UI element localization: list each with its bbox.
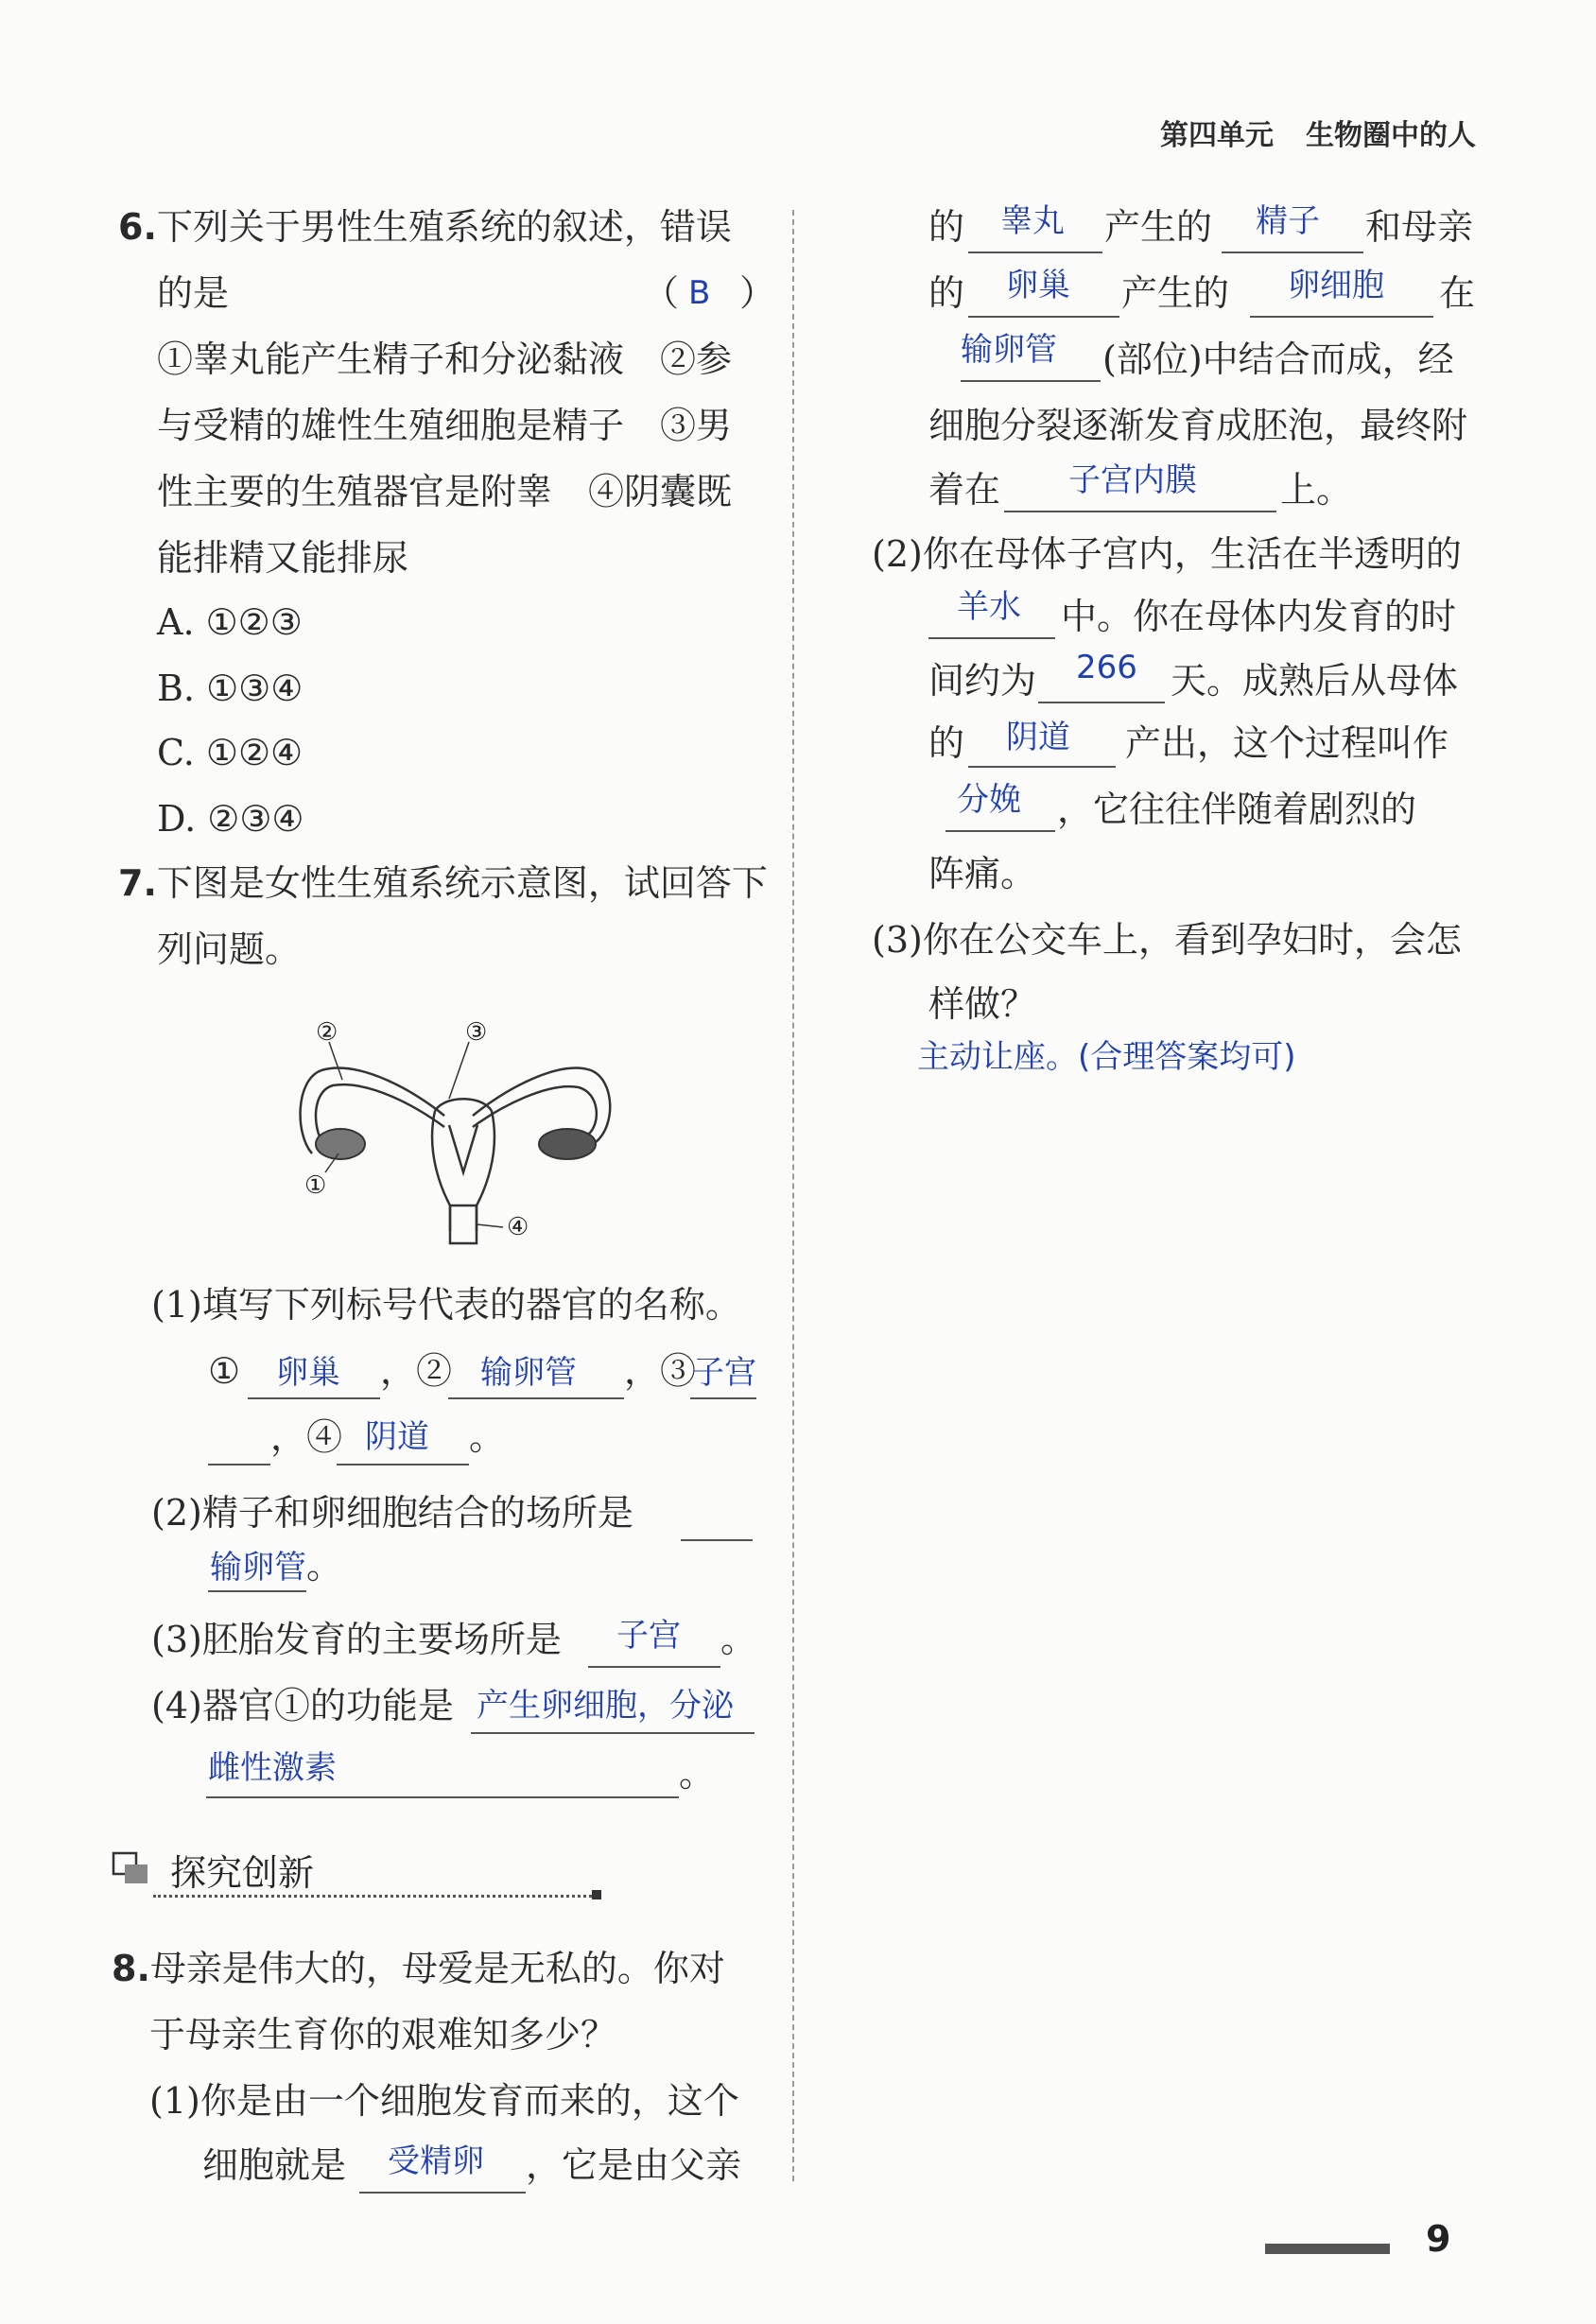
q7-part1: (1)填写下列标号代表的器官的名称。 — [151, 1284, 741, 1326]
q7-part4: (4)器官①的功能是 — [151, 1685, 454, 1726]
q8-p1-answer: 受精卵 — [388, 2142, 484, 2180]
q8-r1-answer1: 睾丸 — [1000, 202, 1065, 240]
q8-r5a: 着在 — [928, 469, 1001, 511]
q6-paren-open: （ — [643, 272, 680, 314]
q7-stem-line1 — [118, 858, 768, 908]
diagram-label-3: ③ — [465, 1018, 488, 1047]
q8-r2a: 的 — [928, 272, 965, 314]
q7-number: 7. — [118, 862, 157, 904]
q7-p1-mark1: ① — [208, 1350, 241, 1392]
q7-p4-end: 。 — [679, 1753, 716, 1795]
q7-answer4: 阴道 — [365, 1418, 429, 1456]
q7-answer1: 卵巢 — [276, 1354, 340, 1392]
q6-stem-line1 — [118, 202, 732, 251]
q8-r3-blank — [961, 380, 1101, 382]
q8-r3-answer: 输卵管 — [961, 331, 1057, 369]
q8-stem-line1 — [112, 1944, 725, 1993]
q8-part1-line2a: 细胞就是 — [202, 2144, 347, 2186]
q8-r2c: 在 — [1439, 272, 1476, 314]
q8-part3-line1: (3)你在公交车上，看到孕妇时，会怎 — [872, 919, 1462, 961]
unit-title: 生物圈中的人 — [1306, 119, 1476, 152]
q7-line1: 下图是女性生殖系统示意图，试回答下 — [156, 862, 768, 904]
q7-blank3a — [690, 1397, 756, 1399]
q7-p1-end: 。 — [469, 1416, 506, 1458]
q8-part1-line2b: ，它是由父亲 — [526, 2144, 742, 2186]
q7-stem-line2: 列问题。 — [157, 928, 302, 970]
q6-line1: 下列关于男性生殖系统的叙述，错误 — [156, 206, 732, 248]
q8-part3-line2: 样做？ — [928, 983, 1037, 1025]
q6-statement-4: 能排精又能排尿 — [157, 537, 409, 579]
q7-part2: (2)精子和卵细胞结合的场所是 — [151, 1492, 633, 1534]
q7-p4-answer2: 雌性激素 — [208, 1749, 337, 1787]
female-reproductive-system-diagram — [284, 1012, 624, 1248]
q6-number: 6. — [118, 206, 157, 248]
q8-r1a: 的 — [928, 206, 965, 248]
q6-option-c: C. ①②④ — [157, 732, 304, 773]
q7-p1-mark3: ，③ — [624, 1350, 697, 1392]
q8-part2-line3b: 天。成熟后从母体 — [1171, 660, 1459, 702]
q8-p2-answer4: 分娩 — [957, 781, 1021, 819]
footer-bar — [1265, 2244, 1390, 2254]
q6-statement-2: 与受精的雄性生殖细胞是精子 ③男 — [157, 405, 733, 446]
page-header — [1160, 112, 1476, 153]
q7-p3-end: 。 — [720, 1619, 757, 1660]
q7-p2-answer: 输卵管 — [210, 1549, 306, 1587]
q8-r1-blank2 — [1222, 251, 1363, 253]
q8-r1c: 和母亲 — [1365, 206, 1474, 248]
q7-blank3b — [208, 1464, 270, 1466]
q7-blank2 — [448, 1397, 624, 1399]
q8-part3-answer: 主动让座。(合理答案均可) — [917, 1038, 1296, 1076]
q8-r2-blank1 — [968, 316, 1119, 318]
q7-part3: (3)胚胎发育的主要场所是 — [151, 1619, 562, 1660]
q6-statement-1: ①睾丸能产生精子和分泌黏液 ②参 — [157, 338, 733, 380]
q8-r1b: 产生的 — [1104, 206, 1213, 248]
q8-part2-line3a: 间约为 — [928, 660, 1037, 702]
q8-p2-answer1: 羊水 — [957, 588, 1021, 626]
ovary-left — [316, 1129, 365, 1159]
q7-p3-blank — [588, 1666, 720, 1668]
q8-r4: 细胞分裂逐渐发育成胚泡，最终附 — [928, 405, 1468, 446]
q8-line1: 母亲是伟大的，母爱是无私的。你对 — [149, 1948, 725, 1989]
q8-p2-answer2: 266 — [1076, 649, 1137, 686]
q8-part2-line4b: 产出，这个过程叫作 — [1125, 722, 1449, 764]
section-rule-end — [592, 1890, 601, 1899]
q7-p4-blank-a — [471, 1732, 755, 1734]
q8-part2-line5b: ，它往往伴随着剧烈的 — [1057, 789, 1417, 830]
ovary-right — [539, 1129, 596, 1159]
section-rule — [153, 1895, 598, 1898]
q8-p2-blank4 — [945, 830, 1055, 832]
q7-p1-mark4: ，④ — [270, 1416, 343, 1458]
q8-p2-blank2 — [1038, 702, 1165, 703]
q8-stem-line2: 于母亲生育你的艰难知多少？ — [149, 2014, 617, 2055]
diagram-label-2: ② — [316, 1018, 338, 1047]
diagram-label-4: ④ — [507, 1213, 529, 1241]
q7-answer2: 输卵管 — [480, 1354, 577, 1392]
q8-r2-answer1: 卵巢 — [1006, 267, 1070, 304]
q7-p4-answer1: 产生卵细胞，分泌 — [477, 1687, 734, 1725]
q8-part2-line1: (2)你在母体子宫内，生活在半透明的 — [872, 533, 1462, 575]
q7-p2-end: 。 — [306, 1545, 343, 1587]
diagram-label-1: ① — [304, 1171, 327, 1200]
q8-part2-line2b: 中。你在母体内发育的时 — [1061, 596, 1457, 637]
q8-part2-line4a: 的 — [928, 722, 965, 764]
q6-statement-3: 性主要的生殖器官是附睾 ④阴囊既 — [157, 471, 733, 512]
q6-answer: B — [688, 274, 711, 312]
q8-r5-answer: 子宫内膜 — [1068, 461, 1197, 499]
q8-r3b: (部位)中结合而成，经 — [1102, 338, 1454, 380]
q7-p2-blank-b — [208, 1590, 306, 1592]
q8-p1-blank — [359, 2192, 526, 2194]
section-square-icon — [112, 1851, 149, 1885]
column-divider — [792, 210, 794, 2181]
section-title: 探究创新 — [170, 1852, 315, 1894]
q6-option-b: B. ①③④ — [157, 668, 304, 709]
q7-p4-blank-b — [206, 1796, 679, 1798]
q8-p2-blank3 — [968, 766, 1116, 768]
q8-part1-line1: (1)你是由一个细胞发育而来的，这个 — [149, 2080, 739, 2122]
q8-number: 8. — [112, 1948, 150, 1989]
q8-r5-blank — [1004, 511, 1276, 512]
q6-stem-line2: 的是 — [157, 272, 230, 314]
q8-r2-answer2: 卵细胞 — [1288, 267, 1384, 304]
q8-r2b: 产生的 — [1121, 272, 1230, 314]
q8-p2-blank1 — [928, 637, 1055, 639]
q6-option-d: D. ②③④ — [157, 798, 304, 840]
q8-r5b: 上。 — [1280, 469, 1353, 511]
q8-p2-answer3: 阴道 — [1006, 719, 1070, 756]
page-number: 9 — [1426, 2218, 1451, 2260]
unit-label: 第四单元 — [1160, 119, 1274, 152]
q7-blank1 — [248, 1397, 380, 1399]
q8-r2-blank2 — [1250, 316, 1433, 318]
q7-p1-mark2: ，② — [380, 1350, 453, 1392]
q8-part2-line6: 阵痛。 — [928, 853, 1037, 894]
q7-answer3: 子宫 — [692, 1354, 756, 1392]
q8-r1-answer2: 精子 — [1256, 202, 1320, 240]
q7-p3-answer: 子宫 — [616, 1617, 681, 1655]
q7-blank4 — [337, 1464, 469, 1466]
q8-r1-blank1 — [968, 251, 1102, 253]
q6-option-a: A. ①②③ — [157, 601, 303, 643]
q7-p2-blank-a — [681, 1539, 753, 1541]
q6-paren-close: ） — [739, 272, 776, 314]
